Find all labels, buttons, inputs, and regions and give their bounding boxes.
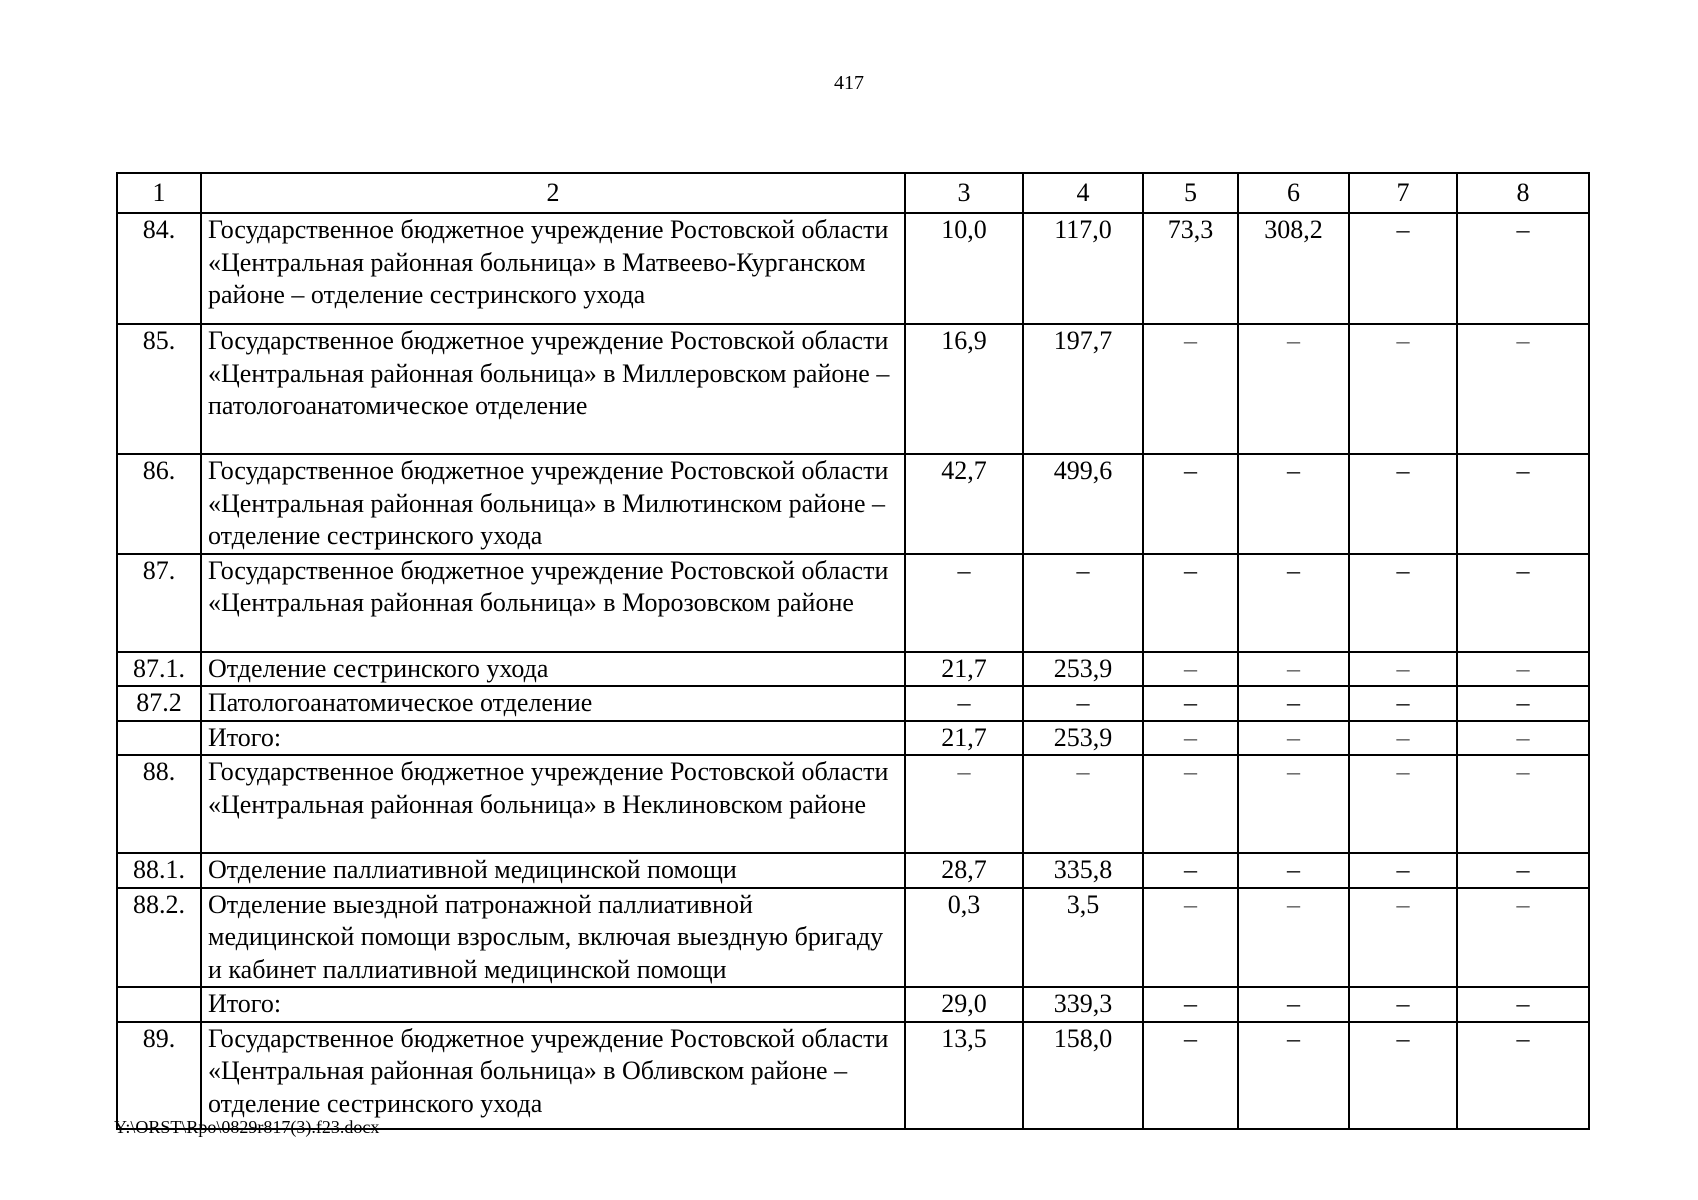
cell-col7: – bbox=[1349, 987, 1457, 1022]
cell-col4: 253,9 bbox=[1023, 721, 1143, 756]
institution-name: Отделение сестринского ухода bbox=[201, 652, 905, 687]
cell-col6: – bbox=[1238, 554, 1349, 652]
cell-col3: 10,0 bbox=[905, 213, 1023, 324]
column-header: 3 bbox=[905, 173, 1023, 213]
institution-name: Государственное бюджетное учреждение Ростовской области «Центральная районная больница» в Неклиновском районе bbox=[201, 755, 905, 853]
cell-col3: – bbox=[905, 755, 1023, 853]
cell-col4: 197,7 bbox=[1023, 324, 1143, 454]
institution-name: Государственное бюджетное учреждение Ростовской области «Центральная районная больница» в Морозовском районе bbox=[201, 554, 905, 652]
cell-col5: – bbox=[1143, 888, 1238, 988]
cell-col3: 29,0 bbox=[905, 987, 1023, 1022]
column-header: 4 bbox=[1023, 173, 1143, 213]
cell-col6: 308,2 bbox=[1238, 213, 1349, 324]
cell-col5: 73,3 bbox=[1143, 213, 1238, 324]
table-row bbox=[117, 213, 1589, 324]
cell-col7: – bbox=[1349, 213, 1457, 324]
cell-col5: – bbox=[1143, 554, 1238, 652]
cell-col6: – bbox=[1238, 1022, 1349, 1129]
cell-col5: – bbox=[1143, 686, 1238, 721]
cell-col3: 42,7 bbox=[905, 454, 1023, 554]
cell-col3: 13,5 bbox=[905, 1022, 1023, 1129]
row-number: 88.2. bbox=[117, 888, 201, 988]
table-header-row bbox=[117, 173, 1589, 213]
row-number: 87.1. bbox=[117, 652, 201, 687]
table-row bbox=[117, 454, 1589, 554]
cell-col7: – bbox=[1349, 888, 1457, 988]
cell-col5: – bbox=[1143, 987, 1238, 1022]
table-row bbox=[117, 1022, 1589, 1129]
cell-col8: – bbox=[1457, 686, 1589, 721]
cell-col7: – bbox=[1349, 853, 1457, 888]
row-number: 85. bbox=[117, 324, 201, 454]
cell-col4: 339,3 bbox=[1023, 987, 1143, 1022]
cell-col6: – bbox=[1238, 454, 1349, 554]
institution-name: Государственное бюджетное учреждение Ростовской области «Центральная районная больница» в Миллеровском районе – патологоанатомическое отделение bbox=[201, 324, 905, 454]
row-number: 89. bbox=[117, 1022, 201, 1129]
institution-name: Отделение паллиативной медицинской помощи bbox=[201, 853, 905, 888]
table-row bbox=[117, 888, 1589, 988]
cell-col3: 21,7 bbox=[905, 652, 1023, 687]
cell-col5: – bbox=[1143, 454, 1238, 554]
cell-col7: – bbox=[1349, 755, 1457, 853]
data-table bbox=[116, 172, 1590, 1130]
cell-col7: – bbox=[1349, 324, 1457, 454]
cell-col3: 28,7 bbox=[905, 853, 1023, 888]
cell-col7: – bbox=[1349, 554, 1457, 652]
row-number bbox=[117, 721, 201, 756]
cell-col4: 499,6 bbox=[1023, 454, 1143, 554]
cell-col5: – bbox=[1143, 755, 1238, 853]
cell-col6: – bbox=[1238, 324, 1349, 454]
cell-col5: – bbox=[1143, 324, 1238, 454]
cell-col3: – bbox=[905, 686, 1023, 721]
row-number: 84. bbox=[117, 213, 201, 324]
table-row bbox=[117, 686, 1589, 721]
cell-col8: – bbox=[1457, 888, 1589, 988]
table-row bbox=[117, 324, 1589, 454]
table-row bbox=[117, 554, 1589, 652]
cell-col6: – bbox=[1238, 987, 1349, 1022]
row-number: 88. bbox=[117, 755, 201, 853]
institution-name: Итого: bbox=[201, 721, 905, 756]
cell-col8: – bbox=[1457, 454, 1589, 554]
cell-col8: – bbox=[1457, 213, 1589, 324]
row-number: 87. bbox=[117, 554, 201, 652]
cell-col8: – bbox=[1457, 1022, 1589, 1129]
cell-col6: – bbox=[1238, 721, 1349, 756]
cell-col6: – bbox=[1238, 686, 1349, 721]
table-row bbox=[117, 755, 1589, 853]
cell-col8: – bbox=[1457, 853, 1589, 888]
cell-col8: – bbox=[1457, 652, 1589, 687]
cell-col4: 117,0 bbox=[1023, 213, 1143, 324]
column-header: 5 bbox=[1143, 173, 1238, 213]
cell-col4: – bbox=[1023, 755, 1143, 853]
cell-col6: – bbox=[1238, 853, 1349, 888]
institution-name: Государственное бюджетное учреждение Ростовской области «Центральная районная больница» в Милютинском районе – отделение сестринского ухода bbox=[201, 454, 905, 554]
cell-col3: 0,3 bbox=[905, 888, 1023, 988]
table-row bbox=[117, 987, 1589, 1022]
table-row bbox=[117, 853, 1589, 888]
row-number bbox=[117, 987, 201, 1022]
cell-col5: – bbox=[1143, 652, 1238, 687]
row-number: 88.1. bbox=[117, 853, 201, 888]
column-header: 1 bbox=[117, 173, 201, 213]
cell-col3: 16,9 bbox=[905, 324, 1023, 454]
cell-col4: – bbox=[1023, 686, 1143, 721]
column-header: 6 bbox=[1238, 173, 1349, 213]
cell-col5: – bbox=[1143, 1022, 1238, 1129]
cell-col8: – bbox=[1457, 554, 1589, 652]
cell-col8: – bbox=[1457, 324, 1589, 454]
cell-col6: – bbox=[1238, 755, 1349, 853]
cell-col7: – bbox=[1349, 686, 1457, 721]
cell-col7: – bbox=[1349, 1022, 1457, 1129]
document-file-path: Y:\ORST\Rpo\0829r817(3).f23.docx bbox=[114, 1117, 380, 1137]
cell-col4: 253,9 bbox=[1023, 652, 1143, 687]
column-header: 8 bbox=[1457, 173, 1589, 213]
cell-col4: 3,5 bbox=[1023, 888, 1143, 988]
cell-col8: – bbox=[1457, 987, 1589, 1022]
page-number: 417 bbox=[834, 72, 864, 94]
cell-col8: – bbox=[1457, 721, 1589, 756]
table-row bbox=[117, 721, 1589, 756]
cell-col7: – bbox=[1349, 721, 1457, 756]
cell-col5: – bbox=[1143, 721, 1238, 756]
cell-col6: – bbox=[1238, 888, 1349, 988]
column-header: 7 bbox=[1349, 173, 1457, 213]
cell-col3: 21,7 bbox=[905, 721, 1023, 756]
cell-col4: 158,0 bbox=[1023, 1022, 1143, 1129]
cell-col5: – bbox=[1143, 853, 1238, 888]
cell-col6: – bbox=[1238, 652, 1349, 687]
cell-col4: – bbox=[1023, 554, 1143, 652]
column-header: 2 bbox=[201, 173, 905, 213]
cell-col8: – bbox=[1457, 755, 1589, 853]
institution-name: Отделение выездной патронажной паллиативной медицинской помощи взрослым, включая выездную бригаду и кабинет паллиативной медицинской помощи bbox=[201, 888, 905, 988]
row-number: 87.2 bbox=[117, 686, 201, 721]
cell-col4: 335,8 bbox=[1023, 853, 1143, 888]
institution-name: Итого: bbox=[201, 987, 905, 1022]
cell-col7: – bbox=[1349, 652, 1457, 687]
cell-col7: – bbox=[1349, 454, 1457, 554]
table-row bbox=[117, 652, 1589, 687]
cell-col3: – bbox=[905, 554, 1023, 652]
institution-name: Государственное бюджетное учреждение Ростовской области «Центральная районная больница» в Обливском районе – отделение сестринского ухода bbox=[201, 1022, 905, 1129]
institution-name: Патологоанатомическое отделение bbox=[201, 686, 905, 721]
institution-name: Государственное бюджетное учреждение Ростовской области «Центральная районная больница» в Матвеево-Курганском районе – отделение сестринского ухода bbox=[201, 213, 905, 324]
row-number: 86. bbox=[117, 454, 201, 554]
